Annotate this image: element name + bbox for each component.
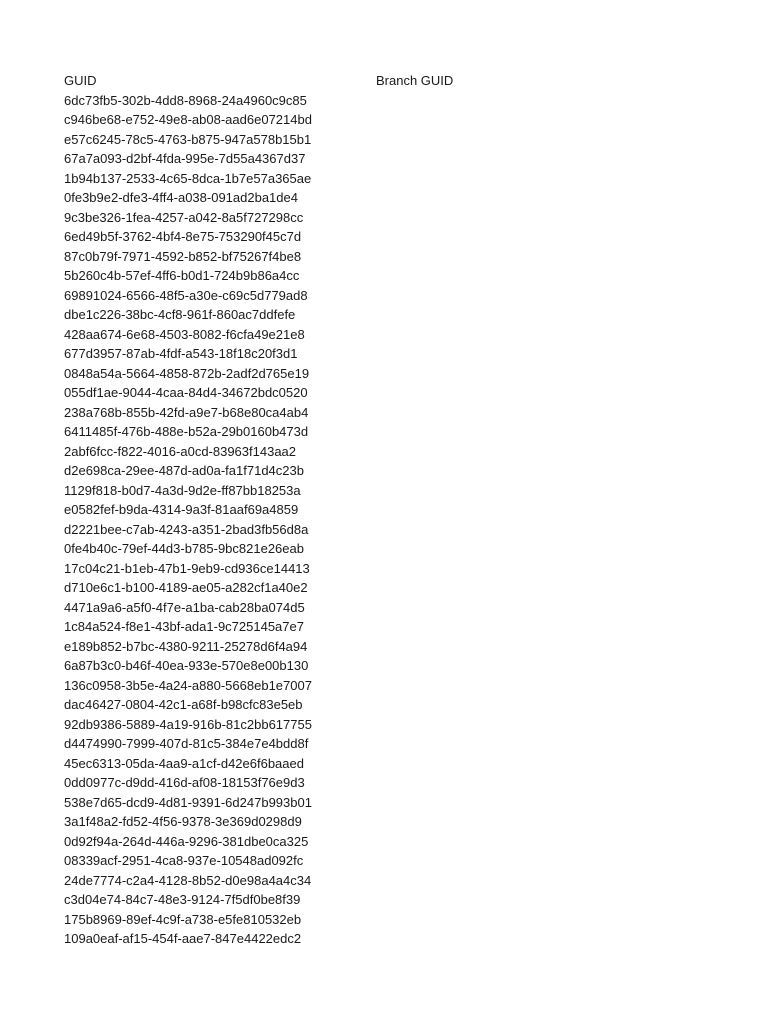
table-row [64,715,744,735]
table-row [64,481,744,501]
guid-cell: 428aa674-6e68-4503-8082-f6cfa49e21e8 [64,326,305,342]
table-row [64,325,744,345]
table-row [64,208,744,228]
table-row [64,383,744,403]
guid-cell: 175b8969-89ef-4c9f-a738-e5fe810532eb [64,911,302,927]
table-row [64,695,744,715]
guid-cell: 0fe4b40c-79ef-44d3-b785-9bc821e26eab [64,541,304,557]
guid-cell: 87c0b79f-7971-4592-b852-bf75267f4be8 [64,248,302,264]
table-row [64,851,744,871]
guid-cell: d710e6c1-b100-4189-ae05-a282cf1a40e2 [64,580,308,596]
guid-cell: 0fe3b9e2-dfe3-4ff4-a038-091ad2ba1de4 [64,190,298,206]
guid-cell: 109a0eaf-af15-454f-aae7-847e4422edc2 [64,931,302,947]
guid-cell: 0848a54a-5664-4858-872b-2adf2d765e19 [64,365,310,381]
guid-cell: c946be68-e752-49e8-ab08-aad6e07214bd [64,112,312,128]
guid-cell: e0582fef-b9da-4314-9a3f-81aaf69a4859 [64,502,299,518]
table-row [64,598,744,618]
guid-cell: 238a768b-855b-42fd-a9e7-b68e80ca4ab4 [64,404,309,420]
table-row [64,793,744,813]
guid-table [64,71,744,949]
guid-cell: 08339acf-2951-4ca8-937e-10548ad092fc [64,853,304,869]
guid-cell: 136c0958-3b5e-4a24-a880-5668eb1e7007 [64,677,312,693]
table-row [64,578,744,598]
guid-column-header: GUID [64,73,97,89]
guid-cell: e189b852-b7bc-4380-9211-25278d6f4a94 [64,638,308,654]
table-row [64,149,744,169]
guid-cell: 1129f818-b0d7-4a3d-9d2e-ff87bb18253a [64,482,301,498]
table-body [64,91,744,949]
guid-cell: 677d3957-87ab-4fdf-a543-18f18c20f3d1 [64,346,298,362]
guid-cell: dac46427-0804-42c1-a68f-b98cfc83e5eb [64,697,303,713]
guid-cell: 6a87b3c0-b46f-40ea-933e-570e8e00b130 [64,658,309,674]
table-row [64,91,744,111]
table-row [64,461,744,481]
guid-cell: 1b94b137-2533-4c65-8dca-1b7e57a365ae [64,170,312,186]
table-row [64,227,744,247]
table-row [64,871,744,891]
guid-cell: d2221bee-c7ab-4243-a351-2bad3fb56d8a [64,521,309,537]
table-row [64,539,744,559]
table-row [64,169,744,189]
guid-cell: dbe1c226-38bc-4cf8-961f-860ac7ddfefe [64,307,296,323]
table-row [64,676,744,696]
table-row [64,520,744,540]
table-row [64,286,744,306]
table-row [64,812,744,832]
table-row [64,559,744,579]
guid-cell: 69891024-6566-48f5-a30e-c69c5d779ad8 [64,287,308,303]
guid-cell: 92db9386-5889-4a19-916b-81c2bb617755 [64,716,312,732]
table-row [64,617,744,637]
table-row [64,637,744,657]
guid-cell: 538e7d65-dcd9-4d81-9391-6d247b993b01 [64,794,312,810]
table-row [64,364,744,384]
table-row [64,130,744,150]
guid-cell: c3d04e74-84c7-48e3-9124-7f5df0be8f39 [64,892,301,908]
table-header [64,71,744,91]
guid-cell: 6dc73fb5-302b-4dd8-8968-24a4960c9c85 [64,92,307,108]
guid-cell: 0d92f94a-264d-446a-9296-381dbe0ca325 [64,833,309,849]
branch-guid-column-header: Branch GUID [376,73,454,89]
table-row [64,442,744,462]
guid-cell: 4471a9a6-a5f0-4f7e-a1ba-cab28ba074d5 [64,599,305,615]
table-row [64,266,744,286]
table-row [64,910,744,930]
guid-cell: d2e698ca-29ee-487d-ad0a-fa1f71d4c23b [64,463,304,479]
guid-cell: 45ec6313-05da-4aa9-a1cf-d42e6f6baaed [64,755,304,771]
table-row [64,656,744,676]
table-row [64,403,744,423]
guid-cell: 67a7a093-d2bf-4fda-995e-7d55a4367d37 [64,151,306,167]
table-row [64,188,744,208]
guid-cell: 17c04c21-b1eb-47b1-9eb9-cd936ce14413 [64,560,310,576]
guid-cell: 24de7774-c2a4-4128-8b52-d0e98a4a4c34 [64,872,312,888]
guid-cell: 6411485f-476b-488e-b52a-29b0160b473d [64,424,309,440]
guid-cell: 5b260c4b-57ef-4ff6-b0d1-724b9b86a4cc [64,268,300,284]
guid-cell: 0dd0977c-d9dd-416d-af08-18153f76e9d3 [64,775,305,791]
table-row [64,500,744,520]
table-row [64,247,744,267]
table-row [64,110,744,130]
guid-cell: e57c6245-78c5-4763-b875-947a578b15b1 [64,131,312,147]
table-row [64,754,744,774]
guid-cell: 2abf6fcc-f822-4016-a0cd-83963f143aa2 [64,443,297,459]
guid-cell: 055df1ae-9044-4caa-84d4-34672bdc0520 [64,385,308,401]
table-row [64,305,744,325]
guid-cell: 3a1f48a2-fd52-4f56-9378-3e369d0298d9 [64,814,302,830]
guid-cell: 9c3be326-1fea-4257-a042-8a5f727298cc [64,209,304,225]
guid-cell: d4474990-7999-407d-81c5-384e7e4bdd8f [64,736,309,752]
guid-cell: 6ed49b5f-3762-4bf4-8e75-753290f45c7d [64,229,302,245]
table-row [64,422,744,442]
table-row [64,890,744,910]
table-row [64,734,744,754]
table-row [64,773,744,793]
table-row [64,832,744,852]
table-row [64,344,744,364]
table-row [64,929,744,949]
guid-cell: 1c84a524-f8e1-43bf-ada1-9c725145a7e7 [64,619,304,635]
